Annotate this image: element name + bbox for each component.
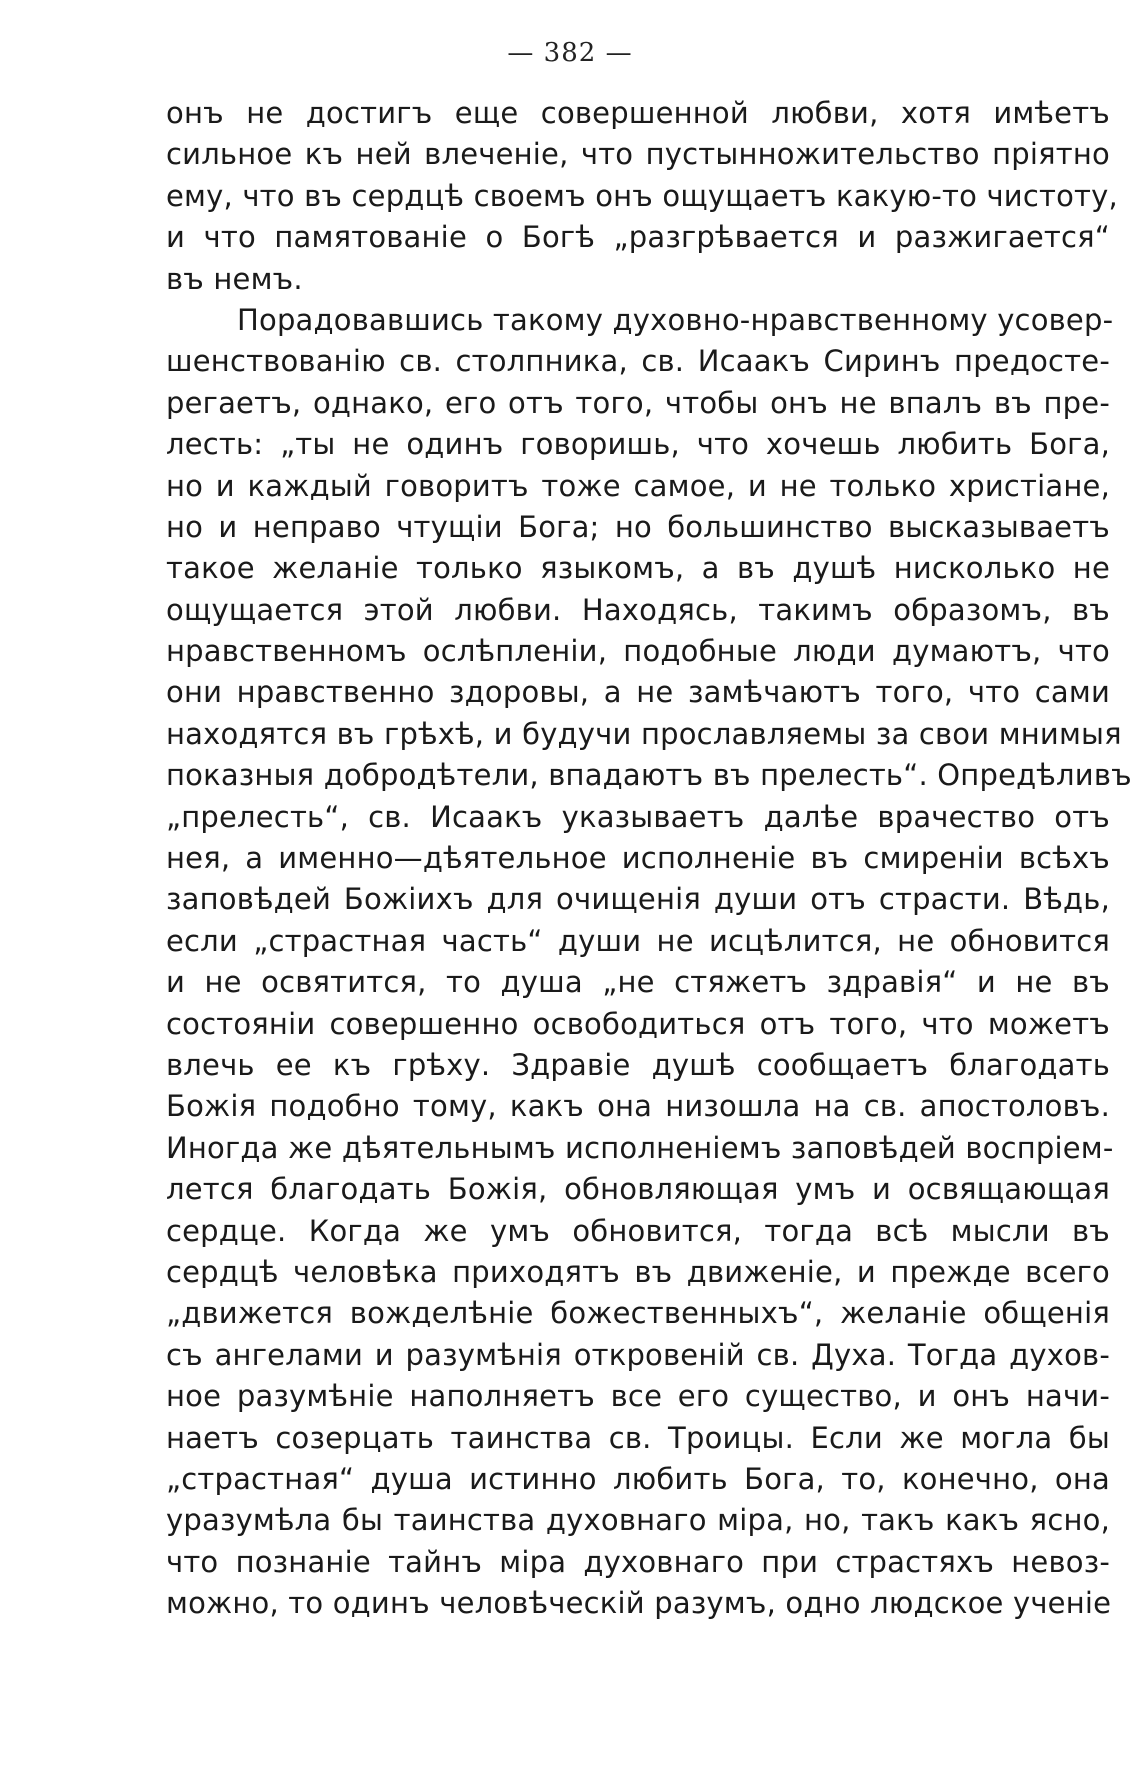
text-line: сердце. Когда же умъ обновится, тогда всѣ мысли въ bbox=[166, 1213, 1110, 1248]
text-line: и что памятованіе о Богѣ „разгрѣвается и разжигается“ bbox=[166, 220, 1110, 255]
text-line: нравственномъ ослѣпленіи, подобные люди думаютъ, что bbox=[166, 634, 1110, 669]
text-line: лесть: „ты не одинъ говоришь, что хочешь любить Бога, bbox=[166, 427, 1110, 462]
text-line: ощущается этой любви. Находясь, такимъ образомъ, въ bbox=[166, 592, 1110, 627]
text-line: заповѣдей Божіихъ для очищенія души отъ страсти. Вѣдь, bbox=[166, 882, 1110, 917]
text-line: наетъ созерцать таинства св. Троицы. Если же могла бы bbox=[166, 1420, 1110, 1455]
text-line: „прелесть“, св. Исаакъ указываетъ далѣе врачество отъ bbox=[166, 799, 1110, 834]
text-line: ное разумѣніе наполняетъ все его существо, и онъ начи- bbox=[166, 1379, 1110, 1414]
text-line: находятся въ грѣхѣ, и будучи прославляемы за свои мнимыя bbox=[166, 716, 1122, 751]
text-line: влечь ее къ грѣху. Здравіе душѣ сообщаетъ благодать bbox=[166, 1047, 1110, 1082]
text-line: шенствованію св. столпника, св. Исаакъ Сиринъ предосте- bbox=[166, 344, 1110, 379]
text-line: лется благодать Божія, обновляющая умъ и освящающая bbox=[166, 1172, 1110, 1207]
text-line: „страстная“ душа истинно любить Бога, то, конечно, она bbox=[166, 1461, 1110, 1496]
text-line: сильное къ ней влеченіе, что пустынножительство пріятно bbox=[166, 137, 1110, 172]
text-line: Божія подобно тому, какъ она низошла на св. апостоловъ. bbox=[166, 1089, 1110, 1124]
text-line: можно, то одинъ человѣческій разумъ, одно людское ученіе bbox=[166, 1586, 1112, 1621]
text-line: въ немъ. bbox=[166, 261, 303, 296]
paragraph bbox=[166, 93, 1118, 300]
text-line: нея, а именно—дѣятельное исполненіе въ смиреніи всѣхъ bbox=[166, 841, 1110, 876]
text-line: ему, что въ сердцѣ своемъ онъ ощущаетъ какую-то чистоту, bbox=[166, 178, 1118, 213]
paragraph bbox=[166, 300, 1132, 1625]
text-line: уразумѣла бы таинства духовнаго міра, но, такъ какъ ясно, bbox=[166, 1503, 1110, 1538]
text-line: онъ не достигъ еще совершенной любви, хотя имѣетъ bbox=[166, 96, 1110, 130]
text-line: „движется вожделѣніе божественныхъ“, желаніе общенія bbox=[166, 1296, 1110, 1331]
text-line: но и каждый говоритъ тоже самое, и не только христіане, bbox=[166, 468, 1110, 503]
text-line: Иногда же дѣятельнымъ исполненіемъ заповѣдей воспріем- bbox=[166, 1130, 1114, 1165]
text-line: но и неправо чтущіи Бога; но большинство высказываетъ bbox=[166, 509, 1110, 544]
text-line: регаетъ, однако, его отъ того, чтобы онъ не впалъ въ пре- bbox=[166, 385, 1110, 420]
text-line: они нравственно здоровы, а не замѣчаютъ того, что сами bbox=[166, 675, 1110, 710]
text-line: сердцѣ человѣка приходятъ въ движеніе, и прежде всего bbox=[166, 1254, 1110, 1289]
text-line: если „страстная часть“ души не исцѣлится, не обновится bbox=[166, 923, 1110, 958]
text-line: такое желаніе только языкомъ, а въ душѣ нисколько не bbox=[166, 551, 1110, 586]
text-line: съ ангелами и разумѣнія откровеній св. Духа. Тогда духов- bbox=[166, 1337, 1110, 1372]
text-line: что познаніе тайнъ міра духовнаго при страстяхъ невоз- bbox=[166, 1544, 1110, 1579]
text-line: Порадовавшись такому духовно-нравственному усовер- bbox=[237, 302, 1114, 337]
page-number: — 382 — bbox=[507, 38, 633, 68]
text-line: состояніи совершенно освободиться отъ того, что можетъ bbox=[166, 1006, 1110, 1041]
text-line: и не освятится, то душа „не стяжетъ здравія“ и не въ bbox=[166, 965, 1110, 1000]
text-line: показныя добродѣтели, впадаютъ въ прелесть“. Опредѣливъ bbox=[166, 758, 1132, 793]
body-text bbox=[166, 93, 1132, 1624]
